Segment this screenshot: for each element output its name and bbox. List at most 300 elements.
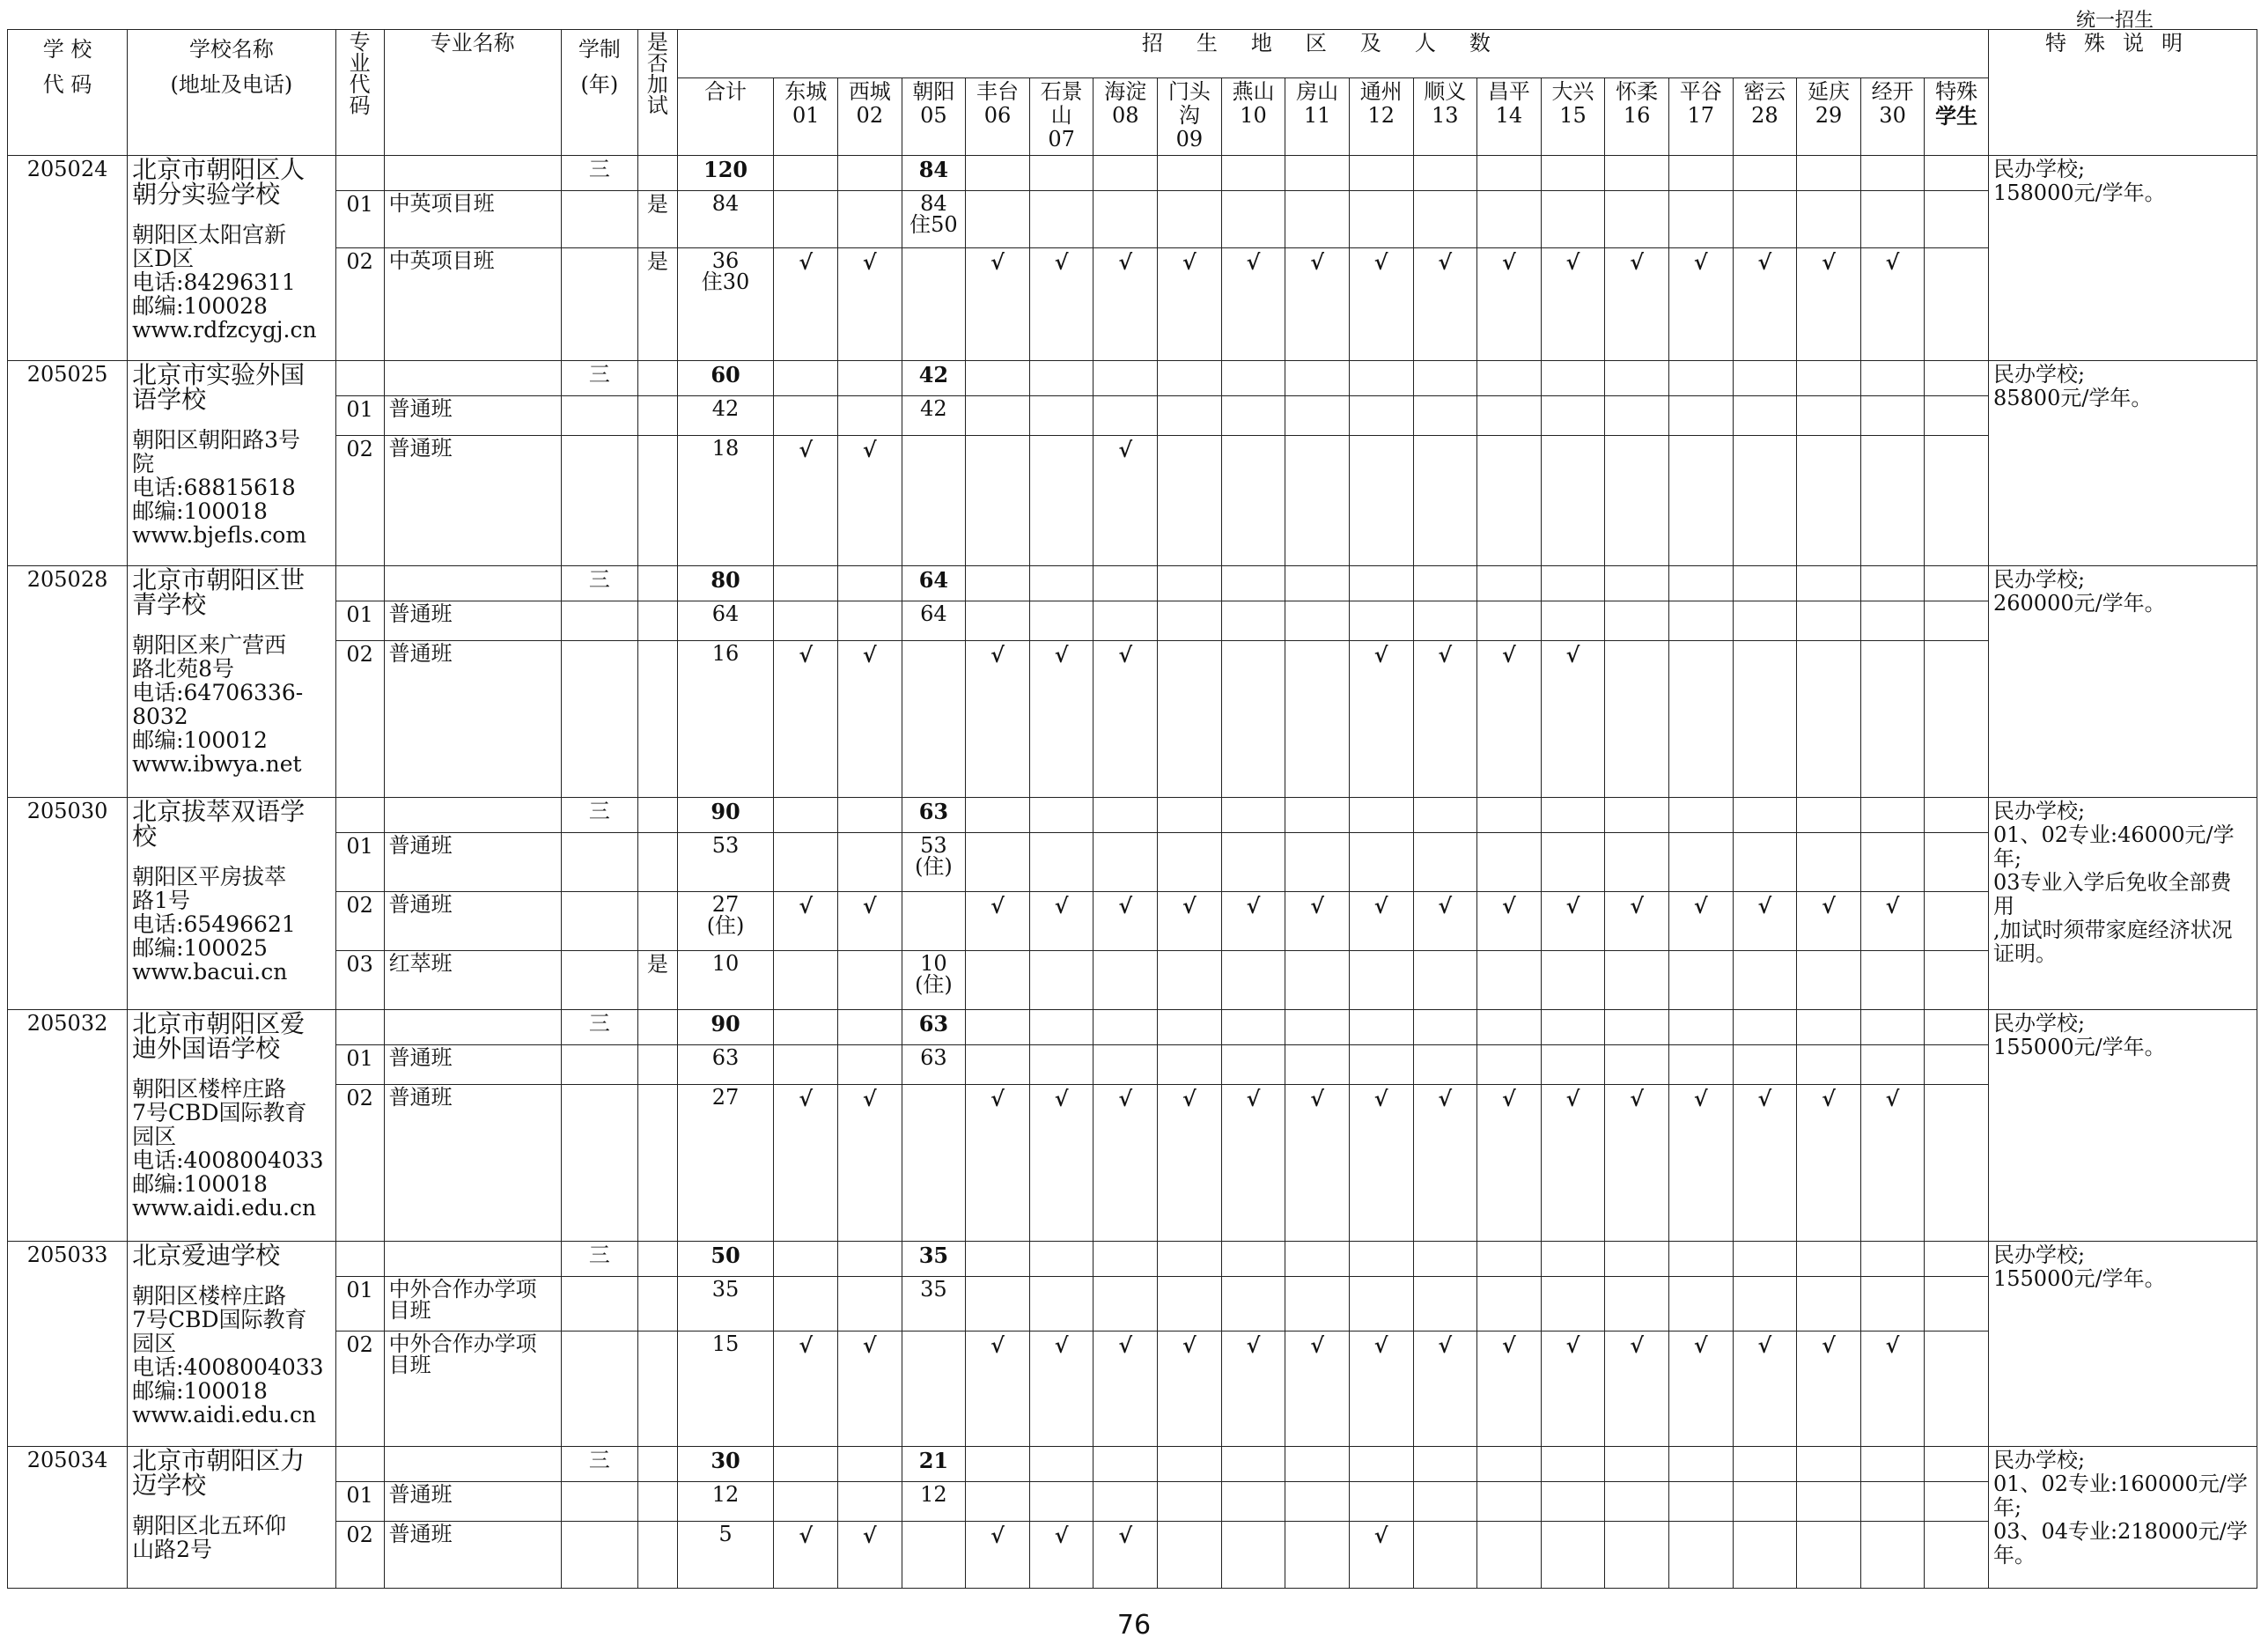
region-cell — [902, 641, 966, 798]
region-name: 丰台 — [976, 79, 1020, 104]
region-cell — [1094, 191, 1158, 248]
major-name: 中外合作办学项 目班 — [384, 1277, 561, 1331]
region-cell — [1668, 1482, 1733, 1522]
chaoyang-total: 63 — [902, 1010, 966, 1045]
region-cell — [1221, 951, 1285, 1010]
major-total: 5 — [677, 1522, 774, 1589]
region-cell — [1925, 1482, 1989, 1522]
tick-mark: √ — [1668, 892, 1733, 951]
region-cell — [1925, 1447, 1989, 1482]
region-cell — [1413, 951, 1477, 1010]
region-cell — [838, 156, 902, 191]
region-cell — [966, 566, 1030, 601]
school-total: 90 — [677, 798, 774, 833]
school-name-cell — [128, 1242, 336, 1447]
region-cell — [1797, 1482, 1861, 1522]
special-note: 民办学校; 155000元/学年。 — [1988, 1010, 2257, 1242]
major-code: 02 — [335, 892, 384, 951]
region-cell — [1541, 1447, 1605, 1482]
school-total: 30 — [677, 1447, 774, 1482]
region-cell — [838, 833, 902, 892]
region-code: 28 — [1751, 103, 1778, 128]
school-name-cell — [128, 156, 336, 361]
header-region — [774, 78, 838, 156]
region-cell — [1158, 601, 1222, 641]
region-cell — [1221, 436, 1285, 566]
region-cell — [1285, 156, 1350, 191]
region-cell — [1733, 191, 1797, 248]
extra-exam — [638, 361, 678, 396]
tick-mark: √ — [966, 1331, 1030, 1447]
major-code: 02 — [335, 436, 384, 566]
special-note: 民办学校; 158000元/学年。 — [1988, 156, 2257, 361]
header-major-code: 专 业 代 码 — [335, 30, 384, 156]
major-code — [335, 1010, 384, 1045]
header-school-name-main: 学校名称 — [188, 37, 274, 62]
region-cell — [1860, 566, 1925, 601]
region-cell — [1668, 1010, 1733, 1045]
region-cell — [1668, 1447, 1733, 1482]
region-cell — [1733, 1447, 1797, 1482]
duration — [561, 1045, 637, 1085]
region-cell — [1349, 951, 1413, 1010]
header-region — [1285, 78, 1350, 156]
region-cell — [1605, 1277, 1669, 1331]
region-cell — [1797, 1242, 1861, 1277]
major-code — [335, 566, 384, 601]
region-code: 07 — [1048, 127, 1075, 151]
region-cell — [1605, 566, 1669, 601]
tick-mark: √ — [1733, 1331, 1797, 1447]
header-region — [1158, 78, 1222, 156]
tick-mark: √ — [838, 436, 902, 566]
region-cell — [1733, 833, 1797, 892]
major-total: 36 住30 — [677, 248, 774, 361]
region-cell — [966, 1277, 1030, 1331]
region-cell — [1541, 951, 1605, 1010]
region-cell — [1029, 191, 1094, 248]
region-cell — [1349, 1045, 1413, 1085]
header-total: 合计 — [677, 78, 774, 156]
region-code: 13 — [1432, 103, 1459, 128]
special-note: 民办学校; 85800元/学年。 — [1988, 361, 2257, 566]
region-cell — [1860, 396, 1925, 436]
duration: 三 — [561, 156, 637, 191]
region-cell — [1797, 1277, 1861, 1331]
region-cell — [1925, 951, 1989, 1010]
major-code — [335, 361, 384, 396]
region-name: 东城 — [784, 79, 828, 104]
region-cell — [1094, 1242, 1158, 1277]
tick-mark: √ — [1477, 248, 1542, 361]
school-total: 50 — [677, 1242, 774, 1277]
region-cell — [1797, 436, 1861, 566]
region-cell — [1413, 156, 1477, 191]
region-cell — [1605, 1045, 1669, 1085]
chaoyang-count: 63 — [902, 1045, 966, 1085]
region-cell — [1094, 566, 1158, 601]
duration: 三 — [561, 1242, 637, 1277]
region-cell — [1349, 1482, 1413, 1522]
region-cell — [1605, 951, 1669, 1010]
chaoyang-total: 35 — [902, 1242, 966, 1277]
region-cell — [1477, 436, 1542, 566]
region-code: 06 — [983, 103, 1012, 128]
tick-mark: √ — [1797, 892, 1861, 951]
extra-exam — [638, 641, 678, 798]
header-school-name-sub: (地址及电话) — [170, 72, 293, 97]
region-cell — [838, 1010, 902, 1045]
region-cell — [902, 1522, 966, 1589]
region-cell — [1477, 833, 1542, 892]
major-name: 普通班 — [384, 641, 561, 798]
extra-exam: 是 — [638, 248, 678, 361]
region-cell — [1860, 1447, 1925, 1482]
region-cell — [1733, 1482, 1797, 1522]
duration — [561, 1085, 637, 1242]
tick-mark: √ — [966, 641, 1030, 798]
header-region — [1477, 78, 1542, 156]
major-code: 03 — [335, 951, 384, 1010]
region-cell — [902, 1085, 966, 1242]
school-code: 205032 — [8, 1010, 128, 1242]
region-cell — [1029, 361, 1094, 396]
chaoyang-count: 35 — [902, 1277, 966, 1331]
region-cell — [1605, 191, 1669, 248]
major-code: 01 — [335, 601, 384, 641]
region-cell — [1668, 951, 1733, 1010]
region-cell — [838, 1045, 902, 1085]
region-cell — [838, 1242, 902, 1277]
duration — [561, 396, 637, 436]
extra-exam — [638, 892, 678, 951]
tick-mark: √ — [1668, 248, 1733, 361]
extra-exam — [638, 396, 678, 436]
region-cell — [774, 396, 838, 436]
tick-mark: √ — [1158, 1331, 1222, 1447]
region-cell — [1094, 1277, 1158, 1331]
region-cell — [1285, 1010, 1350, 1045]
chaoyang-count: 10 (住) — [902, 951, 966, 1010]
school-total: 80 — [677, 566, 774, 601]
region-cell — [1605, 436, 1669, 566]
major-total: 35 — [677, 1277, 774, 1331]
region-cell — [1094, 396, 1158, 436]
region-cell — [1925, 1522, 1989, 1589]
region-cell — [1221, 156, 1285, 191]
region-cell — [1094, 1482, 1158, 1522]
region-cell — [1285, 1242, 1350, 1277]
region-name: 经开 — [1871, 79, 1914, 104]
tick-mark: √ — [1221, 892, 1285, 951]
region-cell — [1797, 1010, 1861, 1045]
tick-mark: √ — [1221, 1331, 1285, 1447]
header-region — [1797, 78, 1861, 156]
region-cell — [1158, 641, 1222, 798]
region-cell — [1733, 436, 1797, 566]
region-cell — [966, 1482, 1030, 1522]
region-cell — [1541, 1010, 1605, 1045]
top-right-note: 统一招生 — [2075, 10, 2154, 32]
major-total: 27 (住) — [677, 892, 774, 951]
tick-mark: √ — [1029, 248, 1094, 361]
region-cell — [1733, 1242, 1797, 1277]
region-name: 门头沟 — [1167, 79, 1211, 128]
tick-mark: √ — [774, 1522, 838, 1589]
tick-mark: √ — [1221, 1085, 1285, 1242]
region-cell — [1797, 566, 1861, 601]
region-cell — [1477, 1277, 1542, 1331]
tick-mark: √ — [1668, 1085, 1733, 1242]
major-name: 普通班 — [384, 833, 561, 892]
school-name-cell — [128, 1447, 336, 1589]
region-cell — [1925, 1045, 1989, 1085]
school-address: 朝阳区来广营西 路北苑8号 电话:64706336- 8032 邮编:100012 www.ibwya.net — [132, 632, 304, 777]
major-code — [335, 1242, 384, 1277]
region-cell — [1797, 798, 1861, 833]
region-cell — [1797, 361, 1861, 396]
header-duration: 学制 (年) — [561, 30, 637, 156]
region-cell — [1413, 601, 1477, 641]
region-cell — [1797, 951, 1861, 1010]
duration — [561, 892, 637, 951]
region-cell — [1797, 601, 1861, 641]
region-name: 昌平 — [1487, 79, 1530, 104]
region-cell — [1349, 601, 1413, 641]
region-cell — [1094, 361, 1158, 396]
tick-mark: √ — [1285, 248, 1350, 361]
duration — [561, 601, 637, 641]
region-cell — [1158, 361, 1222, 396]
region-cell — [1285, 1277, 1350, 1331]
region-cell — [1477, 1447, 1542, 1482]
region-cell — [1668, 361, 1733, 396]
school-code: 205034 — [8, 1447, 128, 1589]
major-total: 18 — [677, 436, 774, 566]
tick-mark: √ — [1605, 248, 1669, 361]
chaoyang-total: 21 — [902, 1447, 966, 1482]
region-cell — [1541, 361, 1605, 396]
tick-mark: √ — [1158, 248, 1222, 361]
major-name: 普通班 — [384, 1085, 561, 1242]
region-cell — [1094, 156, 1158, 191]
major-total: 16 — [677, 641, 774, 798]
region-cell — [1349, 191, 1413, 248]
region-cell — [774, 833, 838, 892]
major-name: 红萃班 — [384, 951, 561, 1010]
region-cell — [1733, 601, 1797, 641]
region-cell — [1477, 566, 1542, 601]
region-code: 02 — [856, 103, 884, 128]
region-cell — [774, 601, 838, 641]
school-name-cell — [128, 798, 336, 1010]
region-cell — [1477, 191, 1542, 248]
tick-mark: √ — [1094, 248, 1158, 361]
duration: 三 — [561, 1010, 637, 1045]
chaoyang-count: 12 — [902, 1482, 966, 1522]
chaoyang-count: 42 — [902, 396, 966, 436]
region-cell — [1860, 601, 1925, 641]
region-cell — [774, 951, 838, 1010]
region-cell — [1605, 601, 1669, 641]
region-cell — [902, 892, 966, 951]
region-name: 特殊 — [1935, 79, 1978, 104]
region-cell — [966, 156, 1030, 191]
region-cell — [1668, 798, 1733, 833]
region-cell — [1925, 1010, 1989, 1045]
major-code — [335, 156, 384, 191]
region-cell — [1029, 566, 1094, 601]
region-cell — [1094, 798, 1158, 833]
tick-mark: √ — [774, 1085, 838, 1242]
region-cell — [1605, 1010, 1669, 1045]
tick-mark: √ — [966, 248, 1030, 361]
header-region — [1541, 78, 1605, 156]
region-cell — [774, 156, 838, 191]
region-cell — [1925, 156, 1989, 191]
duration: 三 — [561, 1447, 637, 1482]
tick-mark: √ — [1029, 641, 1094, 798]
region-cell — [1477, 601, 1542, 641]
header-region-title: 招生地区及人数 — [677, 30, 1988, 78]
region-cell — [1668, 601, 1733, 641]
special-note: 民办学校; 155000元/学年。 — [1988, 1242, 2257, 1447]
region-code: 15 — [1559, 103, 1587, 128]
region-cell — [1158, 191, 1222, 248]
region-cell — [1925, 436, 1989, 566]
header-region — [902, 78, 966, 156]
region-cell — [1733, 798, 1797, 833]
region-cell — [1349, 566, 1413, 601]
school-name: 北京拔萃双语学 校 — [132, 797, 306, 851]
tick-mark: √ — [1285, 1085, 1350, 1242]
tick-mark: √ — [1349, 641, 1413, 798]
region-cell — [966, 436, 1030, 566]
region-cell — [1349, 833, 1413, 892]
tick-mark: √ — [1541, 1085, 1605, 1242]
region-cell — [774, 361, 838, 396]
region-cell — [1925, 798, 1989, 833]
region-cell — [838, 1277, 902, 1331]
region-cell — [1925, 1277, 1989, 1331]
extra-exam — [638, 1482, 678, 1522]
school-code: 205024 — [8, 156, 128, 361]
school-name-cell — [128, 1010, 336, 1242]
tick-mark: √ — [1477, 641, 1542, 798]
school-name-cell — [128, 566, 336, 798]
tick-mark: √ — [1094, 1331, 1158, 1447]
region-cell — [1477, 156, 1542, 191]
tick-mark: √ — [1349, 1522, 1413, 1589]
region-cell — [1541, 1045, 1605, 1085]
tick-mark: √ — [1860, 248, 1925, 361]
major-code: 01 — [335, 1045, 384, 1085]
region-cell — [1605, 396, 1669, 436]
major-total: 84 — [677, 191, 774, 248]
region-code: 14 — [1495, 103, 1523, 128]
duration — [561, 248, 637, 361]
region-cell — [1925, 248, 1989, 361]
region-name: 密云 — [1743, 79, 1786, 104]
extra-exam — [638, 156, 678, 191]
region-cell — [1413, 396, 1477, 436]
region-cell — [838, 1482, 902, 1522]
header-region — [838, 78, 902, 156]
tick-mark: √ — [1413, 1085, 1477, 1242]
region-cell — [1285, 436, 1350, 566]
tick-mark: √ — [774, 1331, 838, 1447]
header-region — [1925, 78, 1989, 156]
region-cell — [1797, 396, 1861, 436]
admission-table — [7, 29, 2257, 1589]
tick-mark: √ — [1860, 1085, 1925, 1242]
region-cell — [1158, 798, 1222, 833]
region-name: 房山 — [1296, 79, 1339, 104]
region-code: 09 — [1175, 127, 1204, 151]
tick-mark: √ — [1541, 1331, 1605, 1447]
region-cell — [1158, 566, 1222, 601]
extra-exam — [638, 798, 678, 833]
region-cell — [966, 191, 1030, 248]
region-cell — [1605, 1482, 1669, 1522]
extra-exam — [638, 436, 678, 566]
region-cell — [1733, 396, 1797, 436]
special-note: 民办学校; 01、02专业:160000元/学年; 03、04专业:218000元/学 年。 — [1988, 1447, 2257, 1589]
region-cell — [1668, 1242, 1733, 1277]
region-cell — [1285, 566, 1350, 601]
tick-mark: √ — [1158, 892, 1222, 951]
region-name: 延庆 — [1807, 79, 1850, 104]
region-cell — [1285, 1045, 1350, 1085]
tick-mark: √ — [838, 248, 902, 361]
header-school-name — [128, 30, 336, 156]
tick-mark: √ — [1349, 1085, 1413, 1242]
region-cell — [1605, 1242, 1669, 1277]
major-name: 中外合作办学项 目班 — [384, 1331, 561, 1447]
region-cell — [1221, 191, 1285, 248]
region-code: 16 — [1623, 103, 1651, 128]
tick-mark: √ — [1349, 892, 1413, 951]
region-cell — [1860, 156, 1925, 191]
region-cell — [1605, 156, 1669, 191]
region-cell — [1541, 191, 1605, 248]
major-name: 中英项目班 — [384, 191, 561, 248]
region-cell — [1541, 1242, 1605, 1277]
region-name: 顺义 — [1424, 79, 1467, 104]
tick-mark: √ — [1605, 1331, 1669, 1447]
region-cell — [1477, 361, 1542, 396]
region-cell — [838, 1447, 902, 1482]
duration — [561, 436, 637, 566]
region-cell — [1413, 1447, 1477, 1482]
region-cell — [1860, 361, 1925, 396]
region-cell — [1158, 156, 1222, 191]
region-cell — [1413, 1242, 1477, 1277]
tick-mark: √ — [838, 1085, 902, 1242]
region-cell — [1413, 361, 1477, 396]
header-region — [1029, 78, 1094, 156]
region-cell — [1605, 1447, 1669, 1482]
tick-mark: √ — [966, 1085, 1030, 1242]
region-cell — [1477, 951, 1542, 1010]
region-cell — [1029, 1447, 1094, 1482]
region-cell — [1221, 1447, 1285, 1482]
extra-exam — [638, 1522, 678, 1589]
region-cell — [1925, 892, 1989, 951]
tick-mark: √ — [1094, 892, 1158, 951]
region-cell — [1221, 396, 1285, 436]
region-cell — [1094, 1010, 1158, 1045]
